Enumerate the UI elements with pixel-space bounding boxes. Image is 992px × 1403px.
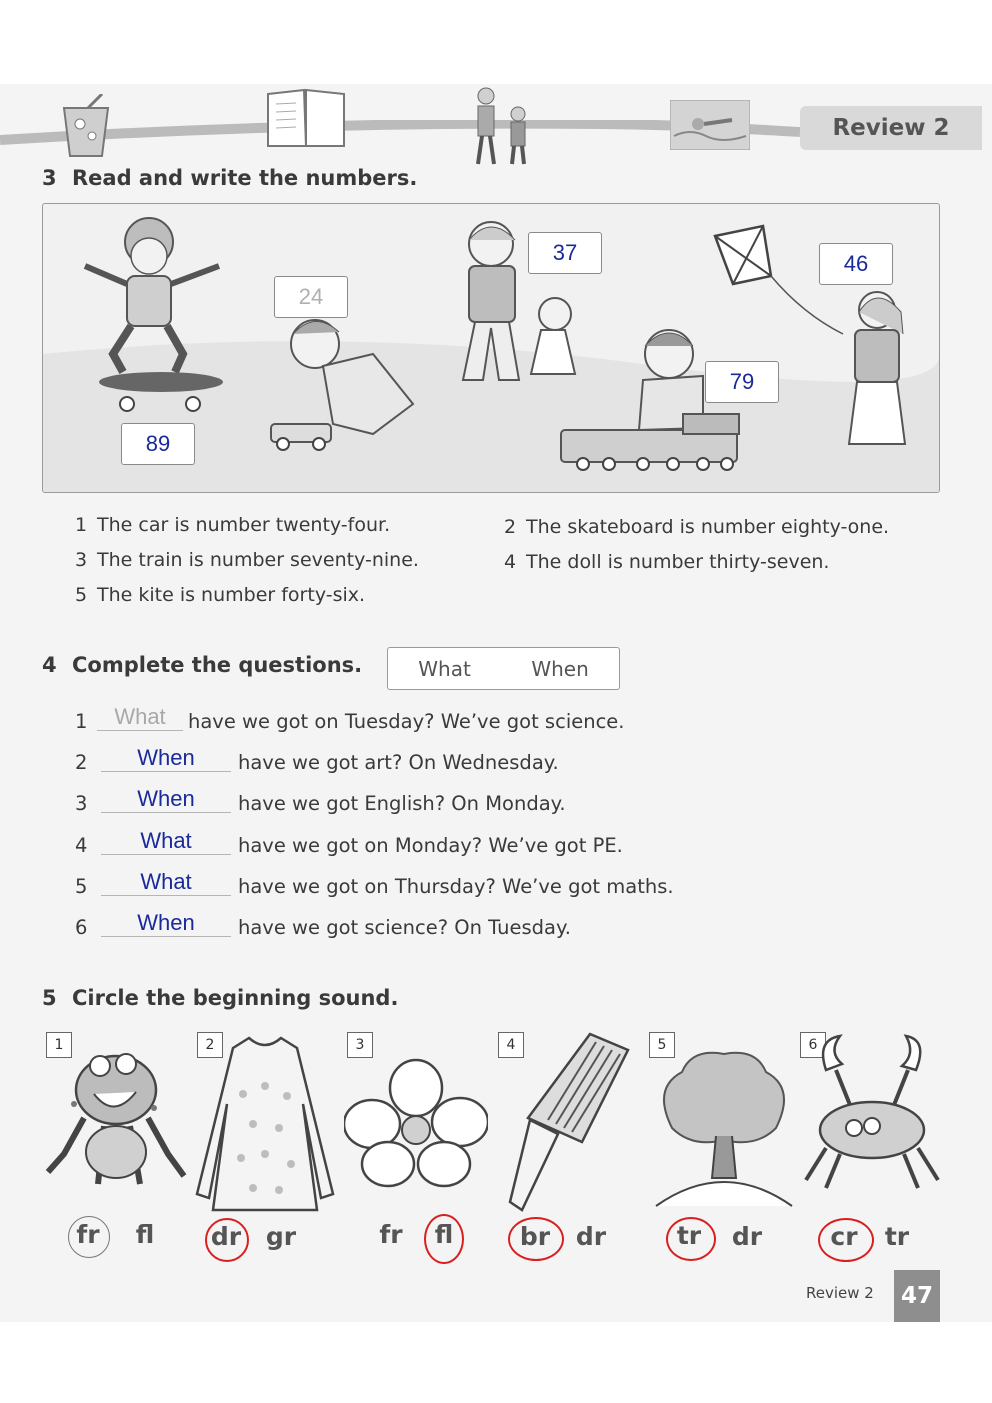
sentence-text: The car is number twenty-four. bbox=[97, 514, 391, 536]
sound-option[interactable]: gr bbox=[265, 1222, 297, 1251]
sound-option[interactable]: dr bbox=[731, 1222, 763, 1251]
tree-icon bbox=[652, 1048, 796, 1208]
item-number: 4 bbox=[498, 1032, 524, 1058]
section-number: 4 bbox=[42, 653, 57, 677]
question-row bbox=[75, 828, 775, 860]
sentence-number: 1 bbox=[75, 514, 88, 536]
item-number: 1 bbox=[46, 1032, 72, 1058]
sound-option[interactable]: dr bbox=[210, 1222, 242, 1251]
swimming-picture-icon bbox=[670, 100, 750, 150]
dress-icon bbox=[193, 1034, 337, 1214]
question-text: have we got art? On Wednesday. bbox=[238, 751, 559, 774]
sentence-1 bbox=[75, 514, 390, 536]
skateboarder-figure bbox=[85, 218, 223, 411]
question-row bbox=[75, 869, 775, 901]
footer-label: Review 2 bbox=[806, 1284, 874, 1302]
question-text: have we got English? On Monday. bbox=[238, 792, 566, 815]
word-bank-item: What bbox=[418, 656, 471, 681]
section-number: 3 bbox=[42, 166, 57, 190]
item-number: 5 bbox=[649, 1032, 675, 1058]
answer-field[interactable]: What bbox=[97, 704, 183, 731]
question-row bbox=[75, 745, 775, 777]
question-number: 1 bbox=[75, 710, 88, 733]
section-heading: Read and write the numbers. bbox=[72, 166, 418, 190]
word-bank bbox=[387, 647, 620, 690]
number-box-kite[interactable]: 46 bbox=[819, 243, 893, 285]
sound-option[interactable]: fl bbox=[135, 1220, 155, 1249]
sentence-text: The kite is number forty-six. bbox=[97, 584, 366, 606]
question-number: 5 bbox=[75, 875, 88, 898]
sound-option[interactable]: tr bbox=[884, 1222, 910, 1251]
section-heading: Complete the questions. bbox=[72, 653, 363, 677]
number-box-train[interactable]: 79 bbox=[705, 361, 779, 403]
section-number: 5 bbox=[42, 986, 57, 1010]
word-bank-item: When bbox=[531, 656, 589, 681]
item-number: 3 bbox=[347, 1032, 373, 1058]
section-heading: Circle the beginning sound. bbox=[72, 986, 399, 1010]
section-3-title bbox=[42, 166, 417, 190]
item-number: 2 bbox=[197, 1032, 223, 1058]
sentence-text: The doll is number thirty-seven. bbox=[526, 551, 830, 573]
frog-icon bbox=[44, 1044, 188, 1204]
question-text: have we got on Thursday? We’ve got maths. bbox=[238, 875, 674, 898]
drink-cup-icon bbox=[58, 94, 114, 158]
question-number: 6 bbox=[75, 916, 88, 939]
answer-field[interactable]: When bbox=[101, 786, 231, 813]
question-row bbox=[75, 786, 775, 818]
sound-option[interactable]: cr bbox=[830, 1222, 858, 1251]
sentence-number: 3 bbox=[75, 549, 88, 571]
question-number: 4 bbox=[75, 834, 88, 857]
sound-option[interactable]: fr bbox=[379, 1220, 403, 1249]
answer-field[interactable]: When bbox=[101, 910, 231, 937]
sound-option[interactable]: fl bbox=[434, 1220, 454, 1249]
crab-icon bbox=[796, 1030, 946, 1210]
question-text: have we got on Tuesday? We’ve got science. bbox=[188, 710, 625, 733]
number-box-car[interactable]: 24 bbox=[274, 276, 348, 318]
sentence-number: 5 bbox=[75, 584, 88, 606]
sound-option[interactable]: fr bbox=[76, 1220, 100, 1249]
flower-icon bbox=[344, 1058, 488, 1188]
children-walking-icon bbox=[462, 86, 538, 168]
section-4-title bbox=[42, 653, 362, 677]
question-row bbox=[75, 910, 775, 942]
sound-option[interactable]: br bbox=[519, 1222, 551, 1251]
question-row bbox=[75, 704, 775, 736]
question-number: 3 bbox=[75, 792, 88, 815]
sentence-2 bbox=[504, 516, 889, 538]
sentence-5 bbox=[75, 584, 365, 606]
sentence-number: 4 bbox=[504, 551, 517, 573]
item-number: 6 bbox=[800, 1032, 826, 1058]
review-tab: Review 2 bbox=[800, 106, 982, 150]
open-book-icon bbox=[266, 88, 346, 150]
sound-option[interactable]: tr bbox=[676, 1221, 702, 1250]
sentence-text: The skateboard is number eighty-one. bbox=[526, 516, 890, 538]
answer-field[interactable]: What bbox=[101, 869, 231, 896]
question-text: have we got on Monday? We’ve got PE. bbox=[238, 834, 623, 857]
question-text: have we got science? On Tuesday. bbox=[238, 916, 571, 939]
answer-field[interactable]: When bbox=[101, 745, 231, 772]
sentence-number: 2 bbox=[504, 516, 517, 538]
sentence-text: The train is number seventy-nine. bbox=[97, 549, 419, 571]
section-5-title bbox=[42, 986, 398, 1010]
number-box-doll[interactable]: 37 bbox=[528, 232, 602, 274]
number-box-skateboard[interactable]: 89 bbox=[121, 423, 195, 465]
brush-icon bbox=[506, 1030, 636, 1220]
answer-field[interactable]: What bbox=[101, 828, 231, 855]
page-number: 47 bbox=[894, 1270, 940, 1322]
sound-option[interactable]: dr bbox=[575, 1222, 607, 1251]
sentence-3 bbox=[75, 549, 419, 571]
question-number: 2 bbox=[75, 751, 88, 774]
sentence-4 bbox=[504, 551, 829, 573]
